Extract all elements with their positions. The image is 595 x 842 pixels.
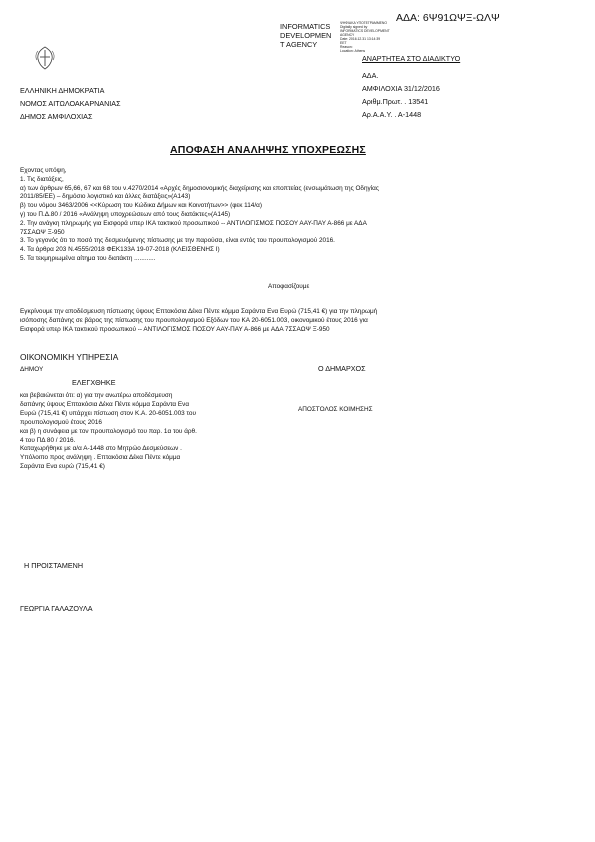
- checked-label: ΕΛΕΓΧΘΗΚΕ: [72, 378, 116, 387]
- finance-line: Ευρώ (715,41 €) υπάρχει πίστωση στον Κ.Α. 20-6051.003 του: [20, 409, 196, 417]
- consideration-line: 3. Το γεγονός ότι το ποσό της δεσμευόμενης πίστωσης με την παρούσα, είναι εντός του προυπολογισμού 2016.: [20, 237, 335, 245]
- decision: [20, 308, 377, 334]
- header-line: ΕΛΛΗΝΙΚΗ ΔΗΜΟΚΡΑΤΙΑ: [20, 86, 105, 95]
- signature-line: Reason:: [340, 45, 353, 49]
- finance-line: προυπολογισμού έτους 2016: [20, 418, 102, 426]
- ada-top: ΑΔΑ: 6Ψ91ΩΨΞ-ΩΛΨ: [396, 12, 500, 24]
- reference-line: Αρ.Α.Α.Υ. . Α-1448: [362, 110, 422, 119]
- finance-sub: ΔΗΜΟΥ: [20, 366, 44, 373]
- signature-line: Location: Athens: [340, 49, 366, 53]
- reference-line: Αριθμ.Πρωτ. . 13541: [362, 97, 429, 106]
- finance-body: [20, 392, 197, 472]
- decision-line: ισόποσης δαπάνης σε βάρος της πίστωσης του προυπολογισμού Εξόδων του ΚΑ 20-6051.003, οικονομικού έτους 2016 για: [20, 316, 368, 324]
- finance-line: και βεβαιώνεται ότι: α) για την ανωτέρω αποδέσμευση: [20, 392, 173, 399]
- consideration-line: α) των άρθρων 65,66, 67 και 68 του ν.4270/2014 «Αρχές δημοσιονομικής διαχείρισης και εποπτείας (ενσωμάτωση της Οδηγίας: [20, 184, 379, 192]
- signature-line: INFORMATICS DEVELOPMENT: [340, 29, 390, 33]
- page-title: ΑΠΟΦΑΣΗ ΑΝΑΛΗΨΗΣ ΥΠΟΧΡΕΩΣΗΣ: [170, 144, 366, 156]
- finance-line: Υπόλοιπο προς ανάληψη . Επτακόσια Δέκα Πέντε κόμμα: [20, 454, 181, 462]
- head-name: ΓΕΩΡΓΙΑ ΓΑΛΑΖΟΥΛΑ: [20, 604, 93, 613]
- decision-line: Εισφορά υπερ ΙΚΑ τακτικού προσωπικού -- ΑΝΤΙΛΟΓΙΣΜΟΣ ΠΟΣΟΥ ΑΑΥ-ΠΑΥ Α-866 με ΑΔΑ 7ΣΣΑΩΨ Ξ-950: [20, 325, 330, 333]
- signature-line: Date: 2016.12.31 13:14:39: [340, 37, 381, 41]
- consideration-line: β) του νόμου 3463/2006 <<Κύρωση του Κώδικα Δήμων και Κοινοτήτων>> (φεκ 114/α): [20, 202, 262, 210]
- consideration-line: 1. Τις διατάξεις,: [20, 175, 64, 183]
- head-title: Η ΠΡΟΙΣΤΑΜΕΝΗ: [24, 561, 84, 570]
- signature-line: ΨΗΦΙΑΚΑ ΥΠΟΓΕΓΡΑΜΜΕΝΟ: [340, 21, 388, 25]
- signature-line: EET: [340, 41, 347, 45]
- considerations: [20, 167, 379, 264]
- mayor-name: ΑΠΟΣΤΟΛΟΣ ΚΟΙΜΗΣΗΣ: [298, 406, 373, 413]
- decision-line: Εγκρίνουμε την αποδέσμευση πίστωσης ύψους Επτακόσια Δέκα Πέντε κόμμα Σαράντα Ενα Ευρώ (715,41 €) για την πληρωμή: [20, 308, 378, 315]
- ida-logo-line: T AGENCY: [280, 40, 318, 49]
- consideration-line: 7ΣΣΑΩΨ Ξ-950: [20, 228, 65, 236]
- ida-logo-line: DEVELOPMEN: [280, 31, 332, 40]
- greek-emblem-icon: [34, 46, 56, 75]
- issuer-header: [20, 84, 121, 123]
- consideration-line: Εχοντας υπόψη,: [20, 167, 67, 174]
- document-reference: [362, 69, 440, 121]
- posted-label: ΑΝΑΡΤΗΤΕΑ ΣΤΟ ΔΙΑΔΙΚΤΥΟ: [362, 54, 461, 63]
- finance-heading: ΟΙΚΟΝΟΜΙΚΗ ΥΠΗΡΕΣΙΑ: [20, 352, 119, 362]
- signature-line: Digitally signed by: [340, 25, 368, 29]
- digital-signature: [340, 21, 390, 53]
- finance-line: και β) η συνάφεια με τον προυπολογισμό του παρ. 1α του άρθ.: [20, 427, 197, 435]
- consideration-line: γ) του Π.Δ.80 / 2016 «Ανάληψη υποχρεώσεων από τους διατάκτες»(Α145): [20, 210, 231, 218]
- consideration-line: 5. Τα τεκμηριωμένα αίτημα του διατάκτη ............: [20, 254, 156, 262]
- consideration-line: 2. Την ανάγκη πληρωμής για Εισφορά υπερ ΙΚΑ τακτικού προσωπικού -- ΑΝΤΙΛΟΓΙΣΜΟΣ ΠΟΣΟΥ ΑΑΥ-ΠΑΥ Α-866 με ΑΔΑ: [20, 219, 367, 227]
- finance-line: 4 του ΠΔ 80 / 2016.: [20, 436, 76, 444]
- header-line: ΝΟΜΟΣ ΑΙΤΩΛΟΑΚΑΡΝΑΝΙΑΣ: [20, 99, 121, 108]
- reference-line: ΑΔΑ.: [362, 71, 379, 80]
- consideration-line: 4. Τα άρθρα 203 Ν.4555/2018 ΦΕΚ133Α 19-07-2018 (ΚΛΕΙΣΘΕΝΗΣ Ι): [20, 246, 220, 254]
- mayor-title: Ο ΔΗΜΑΡΧΟΣ: [318, 364, 366, 373]
- ida-logo: [280, 22, 331, 49]
- ida-logo-line: INFORMATICS: [280, 22, 331, 31]
- finance-line: Καταχωρήθηκε με α/α Α-1448 στο Μητρώο Δεσμεύσεων .: [20, 445, 182, 453]
- header-line: ΔΗΜΟΣ ΑΜΦΙΛΟΧΙΑΣ: [20, 112, 93, 121]
- consideration-line: 2011/85/ΕΕ) – δημόσιο λογιστικό και άλλες διατάξεις»(Α143): [20, 193, 191, 201]
- finance-line: Σαράντα Ενα ευρώ (715,41 €): [20, 463, 105, 471]
- finance-line: δαπάνης ύψους Επτακόσια Δέκα Πέντε κόμμα Σαράντα Ενα: [20, 400, 190, 408]
- reference-line: ΑΜΦΙΛΟΧΙΑ 31/12/2016: [362, 84, 440, 93]
- signature-line: AGENCY: [340, 33, 355, 37]
- decide-label: Αποφασίζουμε: [268, 283, 310, 290]
